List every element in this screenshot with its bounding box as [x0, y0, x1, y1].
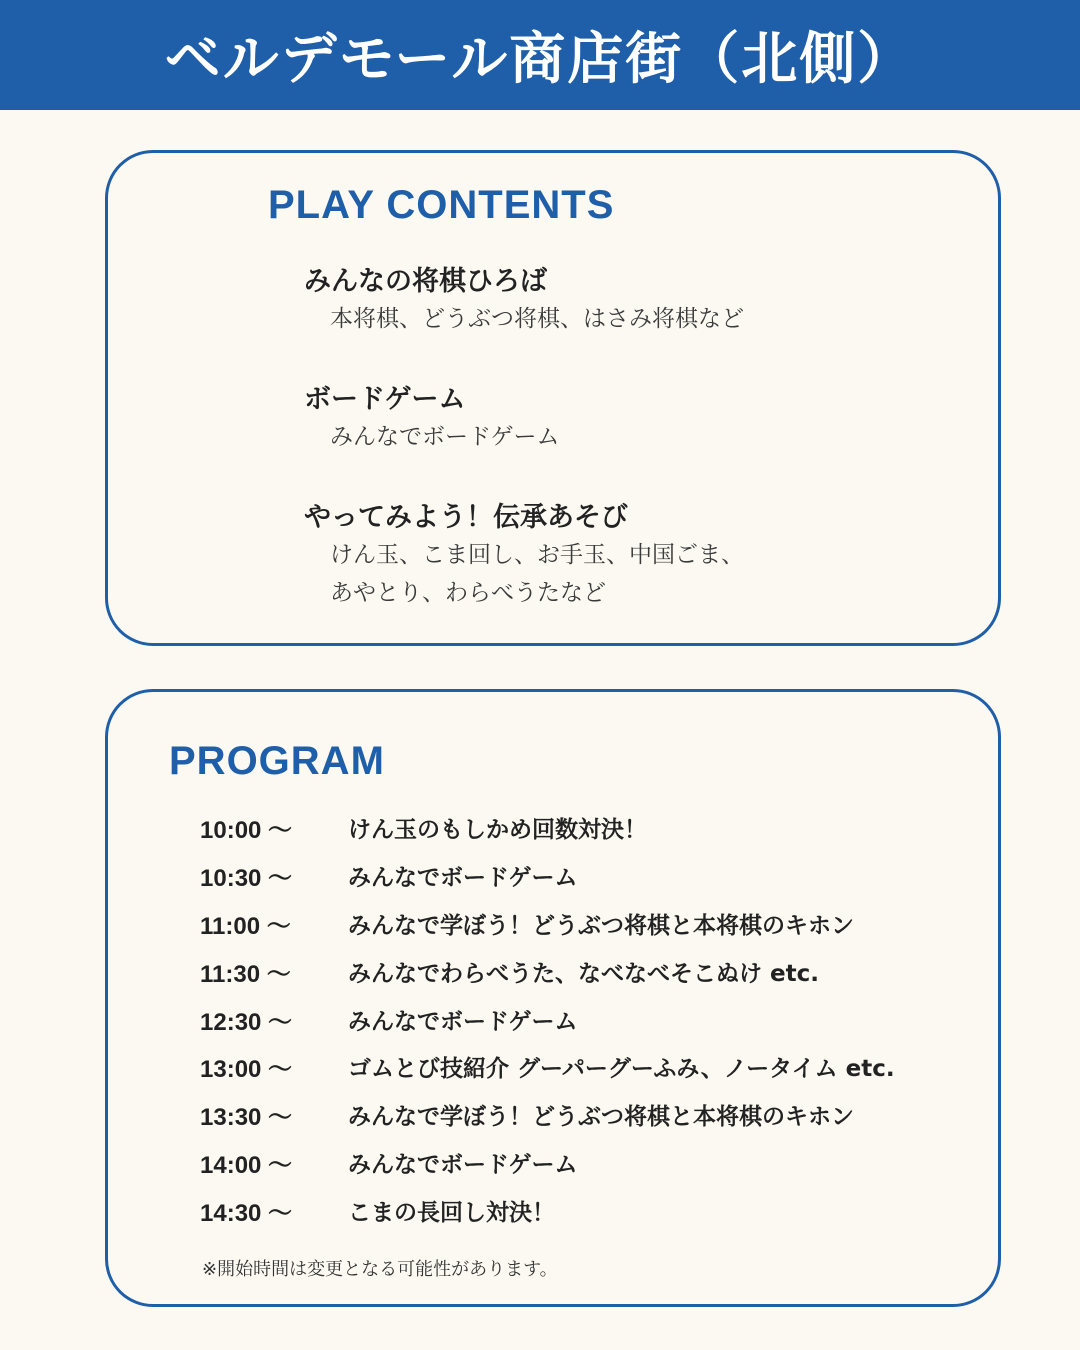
play-item-title: やってみよう！伝承あそび: [304, 502, 628, 533]
schedule-row: [200, 1043, 895, 1091]
schedule-event: ゴムとび技紹介 グーパーグーふみ、ノータイム etc.: [348, 1056, 895, 1083]
schedule-event: みんなでボードゲーム: [348, 865, 578, 892]
schedule-time: 12:30 〜: [200, 1008, 293, 1036]
play-contents-card: [105, 150, 1001, 646]
play-item: [304, 382, 560, 456]
schedule-row: [200, 900, 895, 948]
schedule-row: [200, 1139, 895, 1187]
play-item-description: あやとり、わらべうたなど: [330, 580, 606, 606]
play-item: [304, 500, 744, 612]
schedule-time: 14:00 〜: [200, 1151, 293, 1179]
schedule-time: 11:00 〜: [200, 912, 291, 940]
schedule-row: [200, 1091, 895, 1139]
schedule-event: みんなでわらべうた、なべなべそこぬけ etc.: [348, 960, 819, 987]
play-item-title: ボードゲーム: [304, 384, 466, 415]
schedule-time: 13:30 〜: [200, 1104, 293, 1132]
header-banner: [0, 0, 1080, 110]
schedule-row: [200, 852, 895, 900]
schedule-row: [200, 804, 895, 852]
schedule-row: [200, 947, 895, 995]
schedule-row: [200, 995, 895, 1043]
play-item-description: けん玉、こま回し、お手玉、中国ごま、: [330, 542, 744, 568]
play-item: [304, 264, 744, 338]
play-contents-heading: PLAY CONTENTS: [268, 183, 615, 227]
schedule-time: 13:00 〜: [200, 1056, 293, 1084]
play-item-description: 本将棋、どうぶつ将棋、はさみ将棋など: [330, 306, 744, 332]
schedule-row: [200, 1186, 895, 1234]
schedule-event: みんなでボードゲーム: [348, 1008, 578, 1035]
schedule-event: みんなで学ぼう！どうぶつ将棋と本将棋のキホン: [348, 912, 854, 939]
schedule-event: けん玉のもしかめ回数対決！: [348, 817, 647, 844]
play-item-title: みんなの将棋ひろば: [304, 266, 547, 297]
schedule-time: 10:30 〜: [200, 865, 293, 893]
schedule-time: 10:00 〜: [200, 817, 293, 845]
page-title: ベルデモール商店街（北側）: [164, 27, 916, 92]
schedule-event: みんなでボードゲーム: [348, 1151, 578, 1178]
play-item-description: みんなでボードゲーム: [330, 424, 560, 450]
program-heading: PROGRAM: [169, 739, 385, 783]
schedule-time: 14:30 〜: [200, 1199, 293, 1227]
schedule-time: 11:30 〜: [200, 960, 291, 988]
program-card: [105, 689, 1001, 1307]
schedule-list: [200, 804, 895, 1234]
schedule-event: こまの長回し対決！: [348, 1199, 555, 1226]
schedule-note: ※開始時間は変更となる可能性があります。: [202, 1259, 558, 1280]
schedule-event: みんなで学ぼう！どうぶつ将棋と本将棋のキホン: [348, 1104, 854, 1131]
